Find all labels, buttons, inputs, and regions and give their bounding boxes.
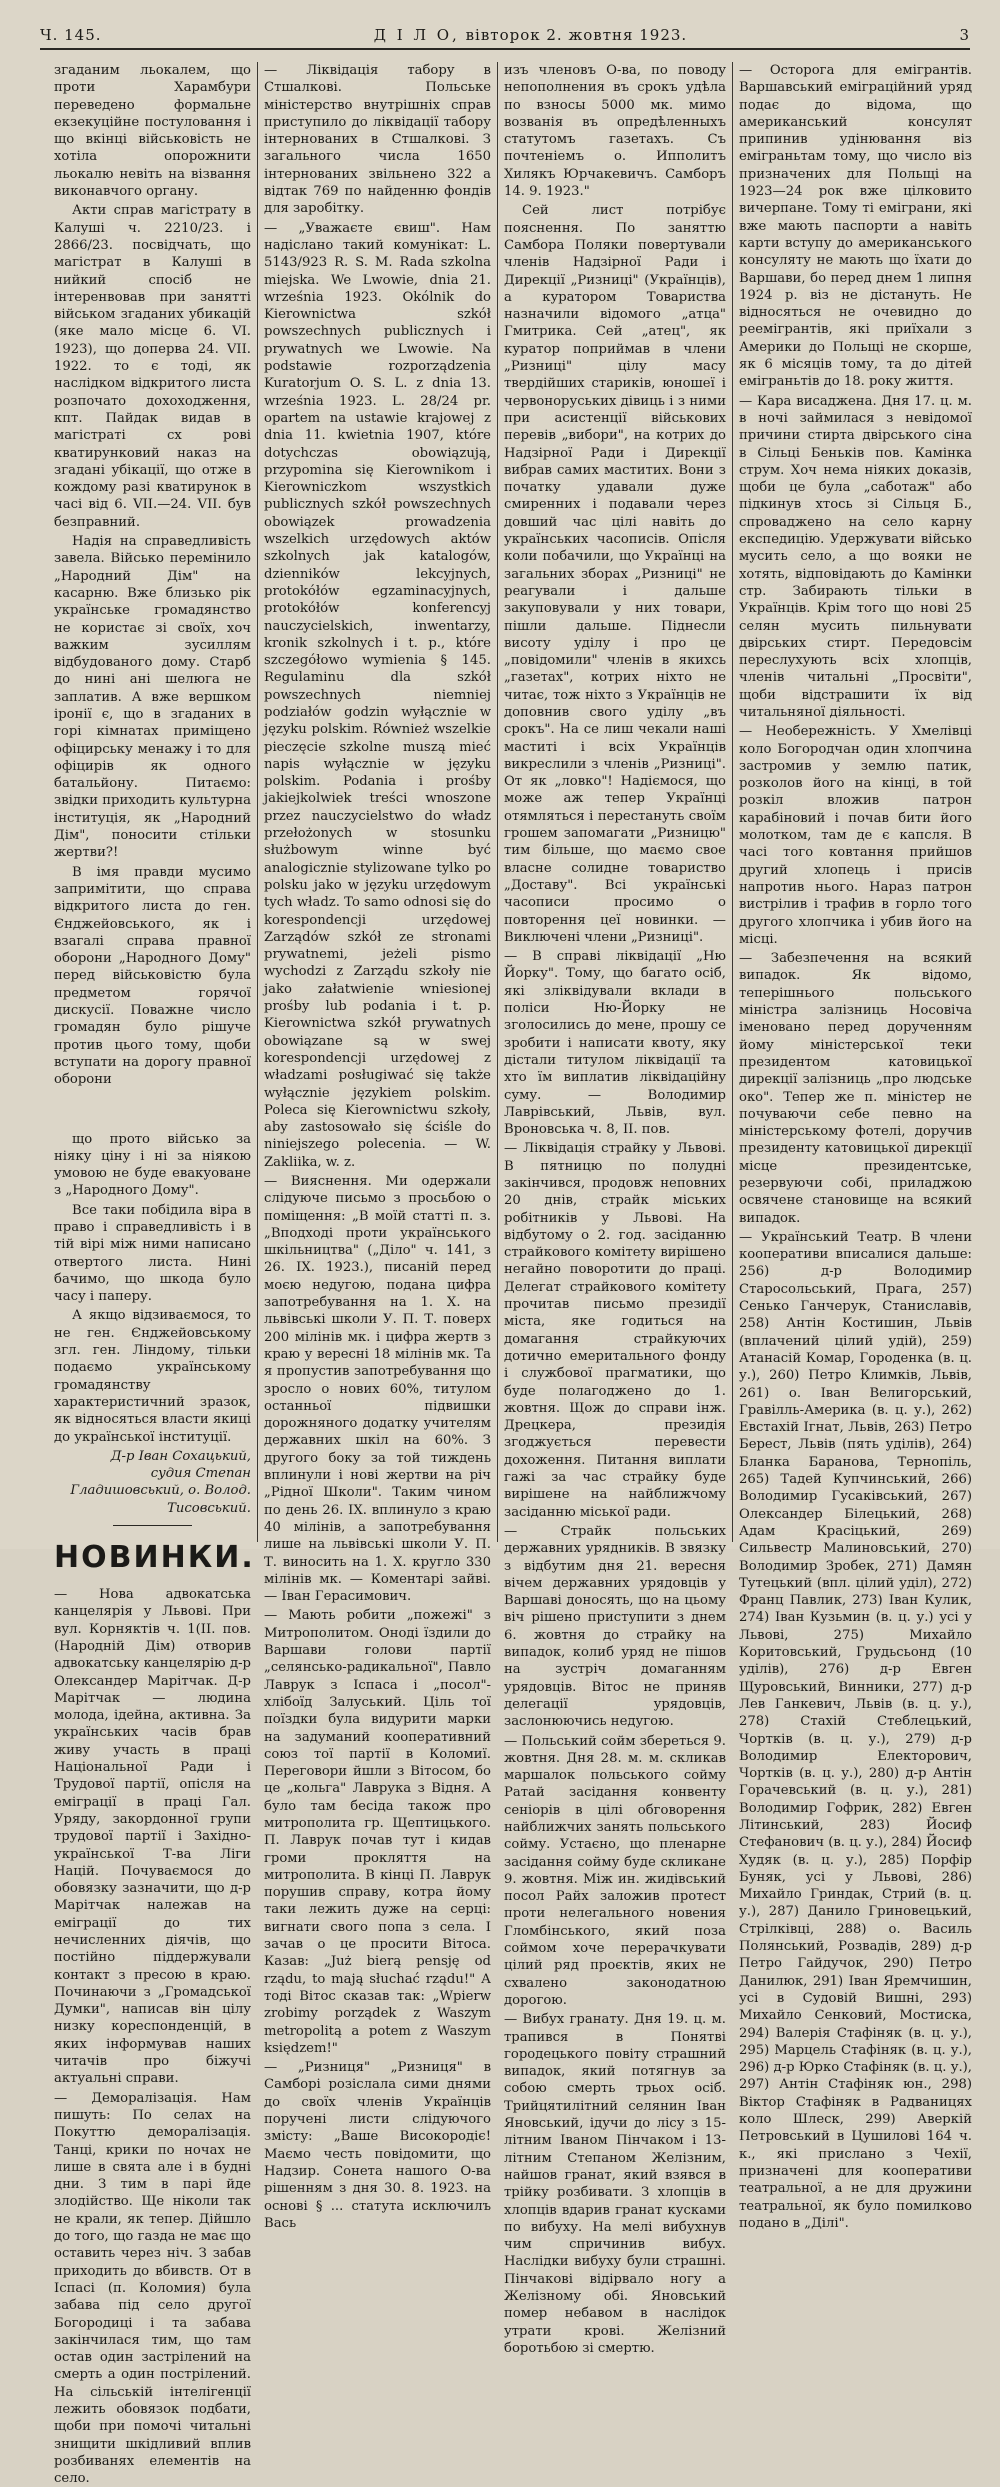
news-item: — Осторога для емігрантів. Варшавський еміграційний уряд подає до відома, що американський консулят припинив удінювання віз еміграньтам тому, що число віз призначених для Польщі на 1923—24 рок вже цілковито вичерпане. Тому ті еміграни, які вже мають паспорти а навіть карти вступу до американського консуляту не мають що їхати до Варшави, бо перед днем 1 липня 1924 р. віз не дістануть. Не відносяться не очевидно до реемігрантів, які приїхали з Америки до Польщі не скорше, як 6 місяців тому, та до дітей еміграньтів до 18. року життя. — [739, 63, 972, 390]
news-item: — Вияснення. Ми одержали слідуюче письмо з просьбою о поміщення: „В моїй статті п. з. „Вподході проти українського шкільництва" („Діло" ч. 141, з 26. IX. 1923.), писаній перед моєю недугою, подана цифра запотребування на 1. X. на львівські школи У. П. Т. поверх 200 мілінів мк. і цифра жертв з краю у вересні 18 мілінів мк. Та я пропустив запотребування що зросло о нових 60%, титулом останньої підвишки дорожняного додатку учителям державних шкіл на 60%. З другого боку за той тиждень вплинули і нові жертви на річ „Рідної Школи". Таким чином по день 26. IX. вплинуло з краю 40 мілінів, а запотребування лише на львівські школи У. П. Т. виносить на 1. X. кругло 330 мілінів мк. — Коментарі зайві. — Іван Герасимович. — [264, 1174, 491, 1605]
news-item: — Вибух гранату. Дня 19. ц. м. трапився в Понятві городецького повіту страшний випадок, який потягнув за собою смерть трьох осіб. Трийцятилітний селянин Іван Яновський, ідучи до лісу з 15-літним Іваном Пінчаком і 13-літним Степаном Желізним, найшов гранат, який взявся в трійку розбивати. З хлопців в хлопців вдарив гранат кусками по вибуху. На мелі вибухнув чим спричинив вибух. Наслідки вибуху були страшні. Пінчакові відірвало ногу а Желізному обі. Яновський помер небавом в наслідок утрати крові. Желізний боротьбою зі смертю. — [504, 2012, 726, 2356]
article-paragraph: В імя правди мусимо запримітити, що справа відкритого листа до ген. Єнджейовського, як і взагалі справа правної оборони „Народного Дому" перед військовістю була предметом горячої дискусії. Поважне число громадян було рішуче против цього тому, щоби вступати на дорогу правної оборони — [54, 864, 251, 1088]
page-number: 3 — [959, 26, 970, 44]
article-paragraph: Надія на справедливість завела. Військо перемінило „Народний Дім" на касарню. Вже близько рік українське громадянство не користає зі своїх, хоч важким зусиллям відбудованого дому. Старб до нині ані шелюга не заплатив. А вже вершком іронії є, що в згаданих в горі кімнатах приміщено офіцирську менажу і то для офіцирів як одного батальйону. Питаємо: звідки приходить культурна інституція, як „Народний Дім", поносити стільки жертви?! — [54, 534, 251, 861]
divider — [113, 1525, 192, 1526]
columns — [48, 62, 978, 2487]
news-item: — Необережність. У Хмелівці коло Богородчан один хлопчина застромив у землю патик, розколов його на кінці, в той розкіл вложив патрон карабіновий і почав бити його молотком, там де є капсля. В часі того ковтання прийшов другий хлопець і присів напротив нього. Нараз патрон вистрілив і трафив в горло того другого хлопчика і убив його на місці. — [739, 724, 972, 947]
news-item: — Страйк польських державних урядників. В звязку з відбутим дня 21. вересня вічем державних урядовців у Варшаві доносять, що на цьому віч рішено приступити з днем 6. жовтня до страйку на випадок, колиб уряд не пішов на зустріч домаганням урядовців. Вітос не приняв делегації урядовців, заслонюючись недугою. — [504, 1523, 726, 1730]
news-item: — „Уважаєте євиш". Нам надіслано такий комунікат: L. 5143/923 R. S. M. Rada szkolna miejska. We Lwowie, dnia 21. września 1923. Okólnik do Kierownictwa szkół powszechnych publicznych i prywatnych we Lwowie. Na podstawie rozporządzenia Kuratorjum O. S. L. z dnia 13. września 1923. L. 28/24 pr. opartem na ustawie krajowej z dnia 11. kwietnia 1907, które dotychczas obowiązują, przypomina się Kierownikom i Kierowniczkom wszystkich publicznych szkół powszechnych obowiązek prowadzenia wszelkich urzędowych aktów szkolnych jak katalogów, dzienników lekcyjnych, protokółów egzaminacyjnych, protokółów konferencyj nauczycielskich, inwentarzy, kronik szkolnych i t. p., które szczegółowo wymienia § 145. Regulaminu dla szkół powszechnych niemniej podziałów godzin wyłącznie w języku polskim. Również wszelkie pieczęcie szkolne muszą mieć napis wyłącznie w języku polskim. Podania i prośby jakiejkolwiek treści wnoszone przez nauczycielstwo do władz przełożonych w stosunku służbowym winne być analogicznie stylizowane tylko po polsku jako w języku urzędowym tych władz. To samo odnosi się do korespondencji urzędowej Zarządów szkół ze stronami prywatnemi, jeżeli pismo wychodzi z Zarządu szkoły nie jako załatwienie wniesionej prośby lub podania i t. p. Kierownictwa szkół prywatnych obowiązane są w swej korespondencji urzędowej z władzami posługiwać się także wyłącznie językiem polskim. Poleca się Kierownictwu szkoły, aby zastosowało się ściśle do niniejszego polecenia. — W. Zakliika, w. z. — [264, 220, 491, 1170]
article-paragraph: згаданим льокалем, що проти Харамбури переведено формальне екзекуційне постуловання і що вкінці військовість не хотіла опорожнити льокалю невіть на візвання виконавчого органу. — [54, 63, 251, 200]
news-item: — Український Театр. В члени кооперативи вписалися дальше: 256) д-р Володимир Старосольський, Прага, 257) Сенько Ганчерук, Станиславів, 258) Антін Костишин, Львів (вплачений цілий удій), 259) Атанасій Комар, Городенка (в. ц. у.), 260) Петро Климків, Львів, 261) о. Іван Велигорський, Гравілль-Америка (в. ц. у.), 262) Евстахій Ігнат, Львів, 263) Петро Берест, Львів (пять уділів), 264) Бланка Баранова, Тернопіль, 265) Тадей Купчинський, 266) Володимир Гусаківський, 267) Олександер Білецький, 268) Адам Красіцький, 269) Сильвестр Малиновський, 270) Володимир Зробек, 271) Дамян Тутецький (впл. цілий уділ), 272) Франц Павлик, 273) Іван Кулик, 274) Іван Кузьмин (в. ц. у.) усі у Львові, 275) Михайло Коритовський, Грудьсьонд (10 уділів), 276) д-р Евген Щуровський, Винники, 277) д-р Лев Ганкевич, Львів (в. ц. у.), 278) Стахій Стеблецький, Чортків (в. ц. у.), 279) д-р Володимир Електорович, Чортків (в. ц. у.), 280) д-р Антін Горачевський (в. ц. у.), 281) Володимир Гофрик, 282) Евген Літинський, 283) Йосиф Стефанович (в. ц. у.), 284) Йосиф Худяк (в. ц. у.), 285) Порфір Буняк, усі у Львові, 286) Михайло Гриндак, Стрий (в. ц. у.), 287) Данило Гриновецький, Стрілківці, 288) о. Василь Полянський, Розвадів, 289) д-р Петро Гайдучок, 290) Петро Данилюк, 291) Іван Яремчишин, усі в Судовій Вишні, 293) Михайло Сенковий, Мостиска, 294) Валерія Стафіняк (в. ц. у.), 295) Марцель Стафіняк (в. ц. у.), 296) д-р Юрко Стафіняк (в. ц. у.), 297) Антін Стафіняк юн., 298) Віктор Стафіняк в Радваницях коло Шлеск, 299) Аверкій Петровський в Цушилові 164 ч. к., які прислано з Чехії, призначені для кооперативи театральної, а не для дружини театральної, як було помилково подано в „Ділі". — [739, 1229, 972, 2231]
article-paragraph: Все таки побідила віра в право і справедливість і в тій вірі між ними написано отвертого листа. Нині бачимо, що шкода було часу і паперу. — [54, 1202, 251, 1305]
section-title: НОВИНКИ. — [54, 1540, 255, 1576]
news-item: — Ліквідація табору в Стшалкові. Польське міністерство внутрішніх справ приступило до ліквідації табору інтернованих в Стшалкові. З загального числа 1650 інтернованих звільнено 322 а відтак 769 по найденню фондів для заробітку. — [264, 63, 491, 217]
column-3 — [498, 62, 733, 2356]
column-1 — [48, 62, 258, 2487]
news-item: — Ліквідація страйку у Львові. В пятницю по полудні закінчився, продовж неповних 20 днів, страйк міських робітників у Львові. На відбутому о 2. год. засіданню страйкового комітету вирішено негайно поворотити до праці. Делегат страйкового комітету прочитав письмо президії міста, яке годиться на домагання страйкуючих дотично емеритального фонду і службової прагматики, що буде полагоджено до 1. жовтня. Щож до справи інж. Дрецкера, президія згоджується перевести дохоження. Питання виплати гажі за час страйку буде вирішене на найближчому засіданню міської ради. — [504, 1141, 726, 1520]
news-item: — Нова адвокатська канцелярія у Львові. При вул. Корняктів ч. 1(ІІ. пов. (Народній Дім) отворив адвокатську канцелярію д-р Олександер Марітчак. Д-р Марітчак — людина молода, ідейна, активна. За українських часів брав живу участь в праці Національної Ради і Трудової партії, опісля на еміграції в праці Гал. Уряду, закордонної групи трудової партії і Західно-української Т-ва Ліги Націй. Почуваємося до обовязку зазначити, що д-р Марітчак належав на еміграції до тих нечисленних діячів, що постійно піддержували контакт з пресою в краю. Починаючи з „Громадської Думки", написав він цілу низку кореспонденцій, в яких інформував наших читачів про біжучі актуальні справи. — [54, 1587, 251, 2087]
article-paragraph: А якщо відзиваємося, то не ген. Єнджейовському згл. ген. Ліндому, тільки подаємо українському громадянству характеристичний зразок, як відносяться власти якиці до української інституції. — [54, 1308, 251, 1445]
masthead — [40, 22, 970, 50]
issue-date: вівторок 2. жовтня 1923. — [465, 26, 688, 44]
article-paragraph: що прото військо за ніяку ціну і ні за ніякою умовою не буде евакуоване з „Народного Дому". — [54, 1131, 251, 1199]
news-item: — „Ризниця" „Ризниця" в Самборі розіслала сими днями до своїх членів Українців поручені листи слідуючого змісту: „Ваше Високородіє! Маємо честь повідомити, що Надзир. Сонета нашого О-ва рішенням з дня 30. 8. 1923. на основі § ... статута исключилъ Вась — [264, 2060, 491, 2231]
news-item: — Деморалізація. Нам пишуть: По селах на Покуттю деморалізація. Танці, крики по ночах не лише в свята але і в будні дни. З тим в парі йде злодійство. Ще ніколи так не крали, як тепер. Дійшло до того, що газда не має що оставить через ніч. З забав приходить до вбивств. От в Іспасі (п. Коломия) була забава під село другої Богородиці і та забава закінчилася тим, що там остав один застрілений на смерть а один пострілений. На сільській інтелігенції лежить обовязок подбати, щоби при помочі читальні знищити шкідливий вплив розбиванях елементів на село. — [54, 2090, 251, 2487]
article-paragraph: Акти справ магістрату в Калуші ч. 2210/23. і 2866/23. посвідчать, що магістрат в Калуші в нийкий спосіб не інтеренвовав при занятті військом згаданих убикацій (яке мало місце 6. VI. 1923), що доперва 24. VII. 1922. то є тоді, як наслідком відкритого листа розпочато дохоходження, кпт. Пайдак видав в магістраті сх рові кватирунковий наказ на згадані убікації, що отже в кождому разі кватирунок в часі від 6. VII.—24. VII. був безправний. — [54, 203, 251, 530]
issue-number: Ч. 145. — [40, 26, 102, 44]
news-item: — В справі ліквідації „Ню Йорку". Тому, що багато осіб, які зліквідували вклади в поліси Ню-Йорку не зголосились до мене, прошу се зробити і написати квоту, яку дістали титулом ліквідації та хто їм виплатив ліквідаційну суму. — Володимир Лаврівський, Львів, вул. Вроновська ч. 8, ІІ. пов. — [504, 949, 726, 1138]
news-item: — Забезпечення на всякий випадок. Як відомо, теперішнього польського міністра залізниць Носовіча іменовано перед дорученням йому міністерської теки президентом катовицької дирекції залізниць „про людське око". Тепер же п. міністер не почуваючи себе певно на міністерському фотелі, доручив президенту катовицької дирекції місце президентське, резервуючи собі, приладжою освячене становище на всякий випадок. — [739, 951, 972, 1226]
column-2 — [258, 62, 498, 2231]
column-4 — [733, 62, 978, 2231]
news-item: — Кара висаджена. Дня 17. ц. м. в ночі займилася з невідомої причини стирта двірського сіна в Сільці Беньків пов. Камінка струм. Хоч нема ніяких доказів, щоби це була „саботаж" або підкинув хтось зі Сільця Б., спроваджено на село карну експедицію. Удержувати військо мусить село, а що вояки не хотять, відповідають до Камінки стр. Забирають тільки в Українців. Крім того що нові 25 селян мусить пильнувати двірських стирт. Передовсім переслухують всіх хлопців, членів читальні „Просвіти", щоби відстрашити їх від читальняної діяльності. — [739, 393, 972, 720]
censored-gap — [54, 1091, 251, 1131]
news-item: Сей лист потрібує пояснення. По заняттю Самбора Поляки повертували членів Надзірної Ради і Дирекції „Ризниці" (Українців), а куратором Товариства назначили відомого „атца" Гмитрика. Сей „атец", як куратор поприймав в члени „Ризниці" цілу масу твердійших стариків, юношеї і червоноруських дівиць і з ними при асистенції військових перевів „вибори", на котрих до Надзірної Ради і Дирекції вибрав самих маститих. Вони з початку удавали дуже смиренних і подавали через довший час цілі навіть до українських часописів. Опісля коли побачили, що Українці на загальних зборах „Ризниці" не реагували і дальше закуповували у них товари, пішли дальше. Піднесли висоту уділу і про це „повідомили" членів в якихсь „газетах", котрих ніхто не читає, тож ніхто з Українців не доповнив свого уділу „въ срокъ". На се лиш чекали наші маститі і всіх Українців викреслили з членів „Ризниці". От як „ловко"! Надіємося, що може аж тепер Українці отямляться і перестануть своїм грошем запомагати „Ризницю" тим більше, що маємо свое власне солидне товариство „Доставу". Всі українські часописи просимо о повторення цеї новинки. — Виключені члени „Ризниці". — [504, 203, 726, 945]
article-signature: Д-р Іван Сохацький, судия Степан Гладишовський, о. Волод. Тисовський. — [70, 1448, 251, 1516]
newspaper-title: Д І Л О, — [373, 26, 460, 44]
news-item: — Польський сойм збереться 9. жовтня. Дня 28. м. м. скликав маршалок польського сойму Ратай засідання конвенту сеніорів в цілі обговорення найближчих занять польського сойму. Устаєно, що пленарне засідання сойму буде скликане 9. жовтня. Між ин. жидівський посол Райх заложив протест проти нелегального новения Гломбінського, який поза соймом хоче перерачкувати цілий ряд проєктів, яких не схвалено законодатною дорогою. — [504, 1733, 726, 2008]
news-item: изъ членовъ О-ва, по поводу непополнения въ срокъ удѣла по взносы 5000 мк. мимо возванія въ опредѣленныхъ статутомъ газетахъ. Съ почтеніемъ о. Ипполитъ Хилякъ Юрчакевичъ. Самборъ 14. 9. 1923." — [504, 63, 726, 200]
news-item: — Мають робити „пожежі" з Митрополитом. Оноді їздили до Варшави голови партії „селянсько-радикальної", Павло Лаврук з Іспаса і „посол"-хлібоїд Залуський. Ціль тої поїздки була видурити марки на задуманий кооперативний союз тої партії в Коломиї. Переговори йшли з Вітосом, бо це „кольга" Лаврука з Відня. А було там бесіда також про митрополита гр. Щептицького. П. Лаврук почав тут і кидав громи прокляття на митрополита. В кінці П. Лаврук порушив справу, котра йому таки лежить дуже на серці: вигнати свого попа з села. І зачав о це просити Вітоса. Казав: „Już bierą pensję od rządu, to mają słuchać rządu!" А тоді Вітос сказав так: „Wpierw zrobimy porządek z Waszym metropolitą a potem z Waszym księdzem!" — [264, 1608, 491, 2056]
